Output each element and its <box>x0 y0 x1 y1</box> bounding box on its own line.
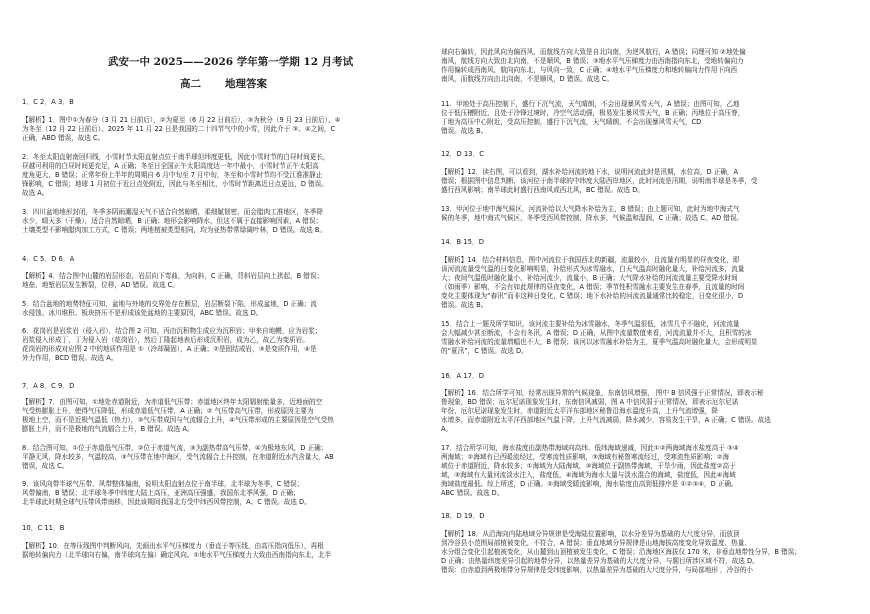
explanation-text-line: 8．结合图可知，①位于赤道低气压带，②位于赤道气流，③为副热带高气压带，④为极地东风，D 正确； <box>22 444 328 452</box>
explanation-text-line: 11．甲地处于高压控制下，盛行下沉气流，天气晴朗，不会出现暴风雪天气，A 错误；由图可知，乙地 <box>441 100 740 108</box>
explanation-text-line: 南风，航线方向大致由北向南，不是顺风，B 错误；③地水平气压梯度力由西南指向东北，受地转偏向力 <box>441 57 744 65</box>
explanation-text-line: 海域盐度最低。综上所述，D 正确。②海域受暖流影响，海水盐度由高到低排序是 ①②③④，D 正确。 <box>441 480 738 488</box>
answer-key-row: 4．C 5．D 6．A <box>22 255 75 263</box>
explanation-text-line: 错误。故选 B。 <box>441 301 488 309</box>
explanation-text-line: 大；夜间气温低时融化量小，补给河流少，流量小，B 正确；大气降水补给的河流流量主要受降水时间 <box>441 274 738 282</box>
explanation-text-line: 正确，ABD 错误，故选 C。 <box>22 134 105 142</box>
explanation-text-line: 北半球此时期全球气压带风带南移，因此该期间我国北方受中纬西风带控制，A、C 错误。故选 D。 <box>22 498 311 506</box>
explanation-text-line: 水少，晴天多（干燥），适合自然晾晒，B 正确；地形会影响降水，但这不属于直接影响因素，A 错误； <box>22 217 323 225</box>
explanation-text-line: 位于低压槽附近，且处于冷锋过境时，冷空气活动强，极易发生暴风雪天气，B 正确；丙地位于高压脊， <box>441 109 745 117</box>
answer-key-row: 14．B 15．D <box>441 238 484 246</box>
explanation-text-line: 年份，厄尔尼诺现象发生时，赤道附近太平洋东部地区秘鲁沿海水温度升高，上升气流增强，降 <box>441 407 718 415</box>
explanation-text-line: 变化主要体现为“春汛”而非这种日变化，C 错误；地下水补给的河流流量通常比较稳定，日变化很小，D <box>441 292 744 300</box>
explanation-text-line: 的“夏汛”，C 错误。故选 D。 <box>441 347 528 355</box>
explanation-text-line: 锋影响，C 错误；地球 1 月初位于近日点处附近，因此与冬至相比，小雪时节距离近日点更远，D 错误。 <box>22 180 328 188</box>
explanation-text-line: 【解析】1．图中①为春分（3 月 21 日前后），②为夏至（6 月 22 日前后），③为秋分（9 月 23 日前后），④ <box>22 116 341 124</box>
explanation-text-line: 【解析】4．结合图中山麓的岩层形态，岩层向下弯曲，为向斜，C 正确，背斜岩层向上拱起，B 错误； <box>22 272 324 280</box>
explanation-text-line: 丁地为高压中心附近，受高压控制，盛行下沉气流，天气晴朗，不会出现暴风雪天气，CD <box>441 118 702 126</box>
explanation-text-line: 到冷谷县小范围局部植被变化，不符合，A 错误；垂直地域分异规律是山地海拔高度变化导致温度、热量、 <box>441 539 751 547</box>
explanation-text-line: 【解析】16．结合所学可知，经常出现异常的气候现象，东南信风增强， 图中 B 信风强于正常情况，即表示秘 <box>441 389 764 397</box>
explanation-text-line: 盛行西风影响；南半球此时盛行西南风或西北风，BC 错误。故选 D。 <box>441 186 644 194</box>
explanation-text-line: 故选 A。 <box>22 189 49 197</box>
explanation-text-line: 水增多，而赤道附近太平洋西部地区气温下降，上升气流减弱，降水减少，容易发生干旱，A 正确；C 错误。故选 <box>441 416 771 424</box>
explanation-text-line: 错误。故选 B。 <box>441 127 488 135</box>
explanation-text-line: 鲁现象，BD 错误；厄尔尼诺现象发生时，东南信风减弱，图 A 中信风弱于正常情况，即表示厄尔尼诺 <box>441 398 739 406</box>
answer-key-row: 10．C 11．B <box>22 524 65 532</box>
explanation-text-line: 气受热膨胀上升，使得气压降低，形成赤道低气压带，A 正确；② 气压带高气压带，形成原因主要为 <box>22 407 314 415</box>
explanation-text-line: 2．冬至太阳直射南回归线，小雪时节太阳直射点位于南半球但纬度更低，因此小雪时节的白昼时间更长， <box>22 153 330 161</box>
explanation-text-line: 15．结合上一题及所学知识，该河流主要补给为冰雪融水，冬季气温很低，冰雪几乎不融化，河流流量 <box>441 320 740 328</box>
explanation-text-line: 该河流流量受气温的日变化影响明显，补给形式为冰雪融水，白天气温高时融化量大，补给河流多，流量 <box>441 265 745 273</box>
explanation-text-line: 候的冬季，地中海式气候区，冬季受西风带控制，降水多，气候温和湿润，C 正确；故选 C，AD 错误。 <box>441 214 744 222</box>
explanation-text-line: 花岗岩的形成对应图 2 中的地质作用是 ①（冷却凝固），A 正确；②是固结成岩，③是变质作用，④是 <box>22 345 317 353</box>
explanation-text-line: 岩浆侵入形成丁，丁为侵入岩（花岗岩），然后丁隆起地表后形成沉积岩，成为乙，故乙为变质岩。 <box>22 336 309 344</box>
document-title: 武安一中 2025——2026 学年第一学期 12 月考试 <box>108 56 354 68</box>
explanation-text-line: 作用偏转成西南风，航向向东北，与风向一致，C 正确；④地水平气压梯度力和地转偏向力作用下向西 <box>441 66 738 74</box>
explanation-text-line: （如雨季）影响，不会有如此规律的昼夜变化，A 错误；季节性积雪融水主要发生在春季，且流量的时间 <box>441 283 745 291</box>
explanation-text-line: 南风，而航线方向由北向南，不是顺风，D 错误。故选 C。 <box>441 75 614 83</box>
explanation-text-line: D 正确；由热量纬度差异引起的地带分异，以热量差异为基础的大尺度分异，与题目所涉区域不符，故选 D。 <box>441 557 759 565</box>
answer-key-row: 7．A 8．C 9．D <box>22 382 75 390</box>
explanation-text-line: 错误；根据图中信息判断，该河位于南半球的中纬度大陆西岸地区，此时河流是汛期，说明南半球是冬季，受 <box>441 177 758 185</box>
explanation-text-line: 球向右偏转，因此风向为偏西风，而航线方向大致是自北向南，为逆风航行，A 错误；同理可知 ②地处偏 <box>441 48 746 56</box>
explanation-text-line: 【解析】7．由图可知，①地处赤道附近，为赤道低气压带；赤道地区终年太阳辐射能量多，近地面的空 <box>22 398 323 406</box>
explanation-text-line: 3．四川盆地地形封闭，冬季多阴雨潮湿天气不适合自然晾晒，柔细腻韧密，而会腊肉工准地区，冬季降 <box>22 208 323 216</box>
answer-key-row: 18．D 19．D <box>441 512 485 520</box>
explanation-text-line: 为冬至（12 月 22 日前后）。2025 年 11 月 22 日是我国的二十四节气中的小雪，因此介于 ③、④之间，C <box>22 125 336 133</box>
explanation-text-line: 土壤类型不影响腊肉加工方式，C 错误；两地植被类型相同，均为亚热带常绿阔叶林，D 错误。故选 B。 <box>22 226 327 234</box>
explanation-text-line: 【解析】14．结合材料信息，图中河流位于我国西北的新疆，流量较小，且流量有明显的昼夜变化，即 <box>441 256 740 264</box>
explanation-text-line: 度角更大，B 错误；正常年份上半年的周期自 6 月中旬至 7 月中旬，冬至和小雪时节均不受江淮准静止 <box>22 171 323 179</box>
explanation-text-line: 据地转偏向力（北半球向右偏，南半球向左偏）确定风向。①地水平气压梯度力大致由西南指向东北，北半 <box>22 551 332 559</box>
explanation-text-line: 17．结合所学可知，海水盐度由副热带海域向高纬、低纬海域递减，因此①②两海域海水盐度高于 ③④ <box>441 444 739 452</box>
answer-key-row: 16．A 17．D <box>441 372 484 380</box>
explanation-text-line: ABC 错误。故选 D。 <box>441 489 504 497</box>
explanation-text-line: 水分组合变化引起植被变化，从山麓到山顶植被发生变化，C 错误；沿海地区海拔仅 170 米，非垂直地带性分异，B 错误； <box>441 548 801 556</box>
explanation-text-line: A。 <box>441 425 453 433</box>
explanation-text-line: 昼越可利用的白昼时间更充足，A 正确；冬至日全国正午太阳高度达一年中最小，小雪时节正午太阳高 <box>22 162 319 170</box>
explanation-text-line: 会大幅减少甚至断流，不会有冬汛，A 错误；D 正确，从图中流量数值来看，河流流量并不大，且积雪的冰 <box>441 329 752 337</box>
subject-label: 地理答案 <box>225 78 267 90</box>
answer-key-row: 1．C 2．A 3．B <box>22 98 74 106</box>
explanation-text-line: 错误：由赤道到两极地带分异规律是受纬度影响，以热量差异为基础的大尺度分异，与局部地形 ，冷谷的小 <box>441 566 754 574</box>
explanation-text-line: 错误，故选 C。 <box>22 462 69 470</box>
explanation-text-line: 9．该风向带半球气压带、风带整体偏南，说明太阳直射点位于南半球，北半球为冬季，C 错误； <box>22 480 304 488</box>
explanation-text-line: 膨胀上升，而不是极地的气流辐合上升，B 错误。故选 A。 <box>22 425 194 433</box>
explanation-text-line: 两海域；②海域有已西暖流经过，受寒流性质影响，③海域有秘鲁寒流经过，受寒流性质影响；②海 <box>441 453 730 461</box>
explanation-text-line: 风带偏南，B 错误；北半球冬季中纬度大陆上高压，亚洲高压强盛，我国东北季风强，D 正确； <box>22 489 300 497</box>
explanation-text-line: 水侵蚀、冰川堆积、板块挤压不是形成该处盆地的主要原因，ABC 错误。故选 D。 <box>22 309 263 317</box>
explanation-text-line: 域，③海域有大量河流淡水注入，盐度低，④海域为海水大量与淡水混合的海域，盐度低，因此④海域 <box>441 471 736 479</box>
explanation-text-line: 极地上空，而不是近极气温低（热力），③气压带成因与气流辐合上升，④气压带形成的主要原因是空气受热 <box>22 416 334 424</box>
explanation-text-line: 外力作用，BCD 错误。故选 A。 <box>22 354 118 362</box>
explanation-text-line: 平静无风，降水较多，气温较高，③气压带在地中海区，受气流辐合上升控制，在赤道附近水汽含量大，AB <box>22 453 334 461</box>
explanation-text-line: 13．甲河位于地中海气候区，河流补给以大气降水补给为主，B 错误；由上题可知，此时为地中海式气 <box>441 205 740 213</box>
grade-label: 高二 <box>180 78 201 90</box>
explanation-text-line: 【解析】12．读右图，可以看到，湖水补给河流的地下水，说明河流此时是汛期，水位高，D 正确，A <box>441 168 739 176</box>
explanation-text-line: 【解析】10．在等压线图中判断风向，先画出水平气压梯度力（垂直于等压线，由高压指向低压），再根 <box>22 542 324 550</box>
explanation-text-line: 雪融水补给河流的流量增幅也不大，B 错误；该河以冰雪融水补给为主，夏季气温高时融化量大，会形成明显 <box>441 338 758 346</box>
explanation-text-line: 域位于赤道附近，降水较多；①海域为大陆海域，③海域位于副热带海域，干旱少雨，因此盐度②高于 <box>441 462 736 470</box>
explanation-text-line: 地垒、地堑岩层发生断裂，位移，AD 错误。故选 C。 <box>22 281 179 289</box>
answer-key-row: 12．D 13．C <box>441 150 485 158</box>
explanation-text-line: 【解析】18．从沿海向内陆地域分异规律是受海陆位置影响，以水分差异为基础的大尺度分异，而放顶 <box>441 530 740 538</box>
explanation-text-line: 5．结合盆地的地势特征可知，盆地与外地的交界处存在断层，岩层断裂下陷，形成盆地，D 正确；流 <box>22 300 317 308</box>
explanation-text-line: 6．花岗岩是岩浆岩（侵入岩），结合图 2 可知，丙由沉积物生成应为沉积岩；甲来自地幔，应为岩浆； <box>22 327 322 335</box>
